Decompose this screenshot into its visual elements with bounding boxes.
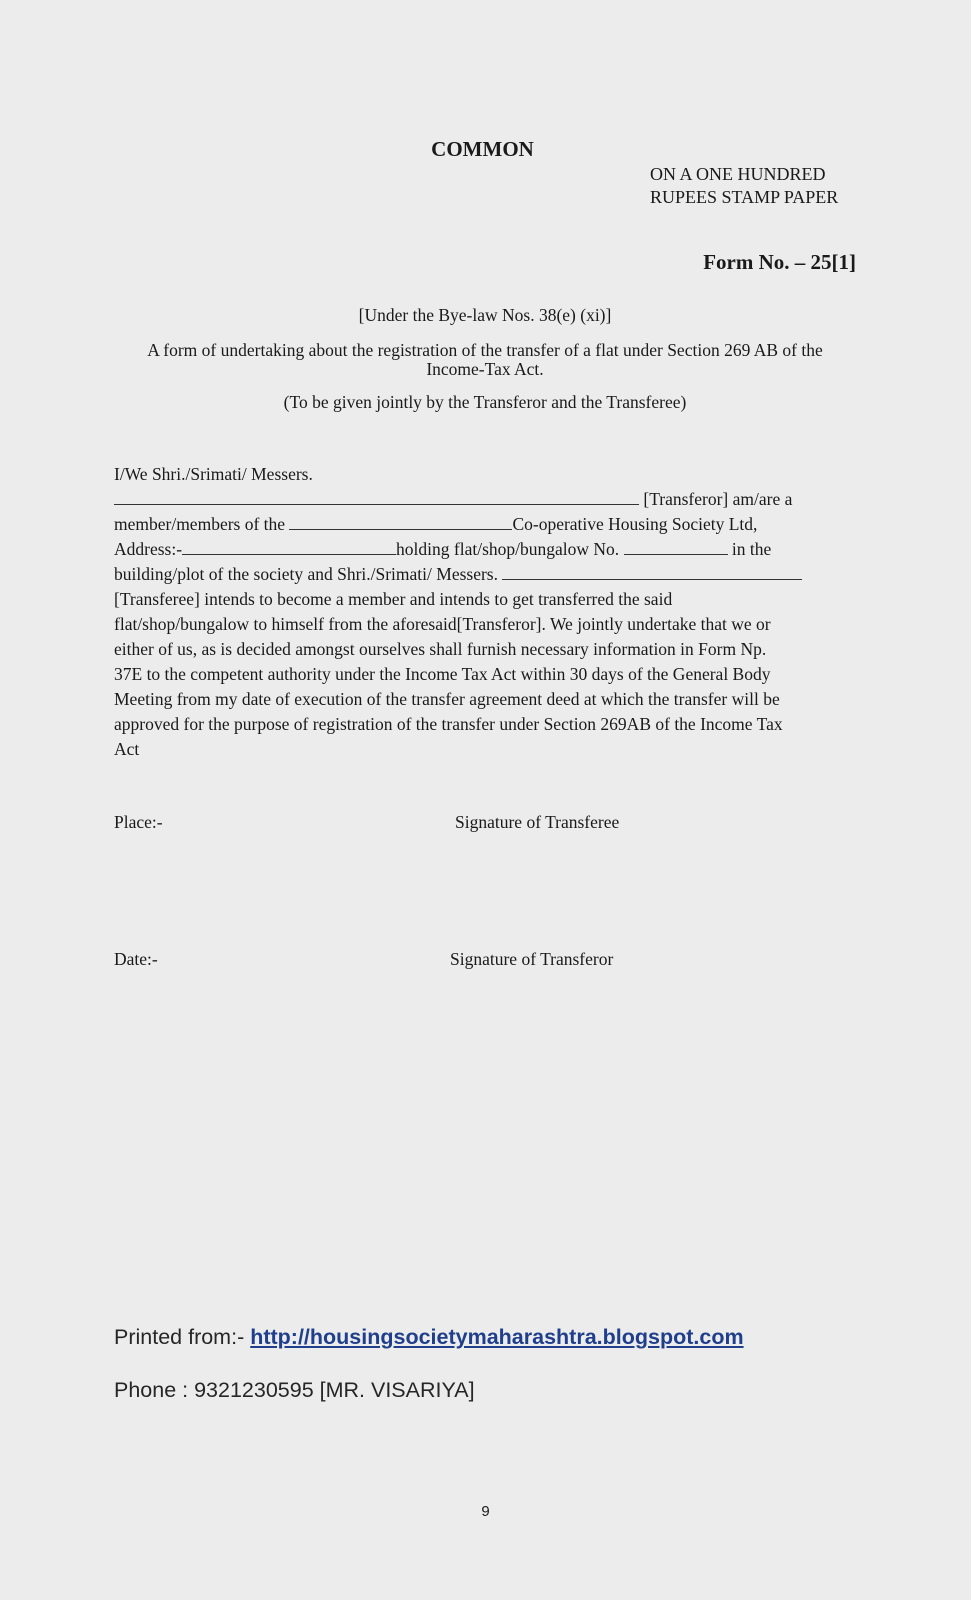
body-line-3-text-b: Co-operative Housing Society Ltd, [512,514,758,534]
body-line-1: I/We Shri./Srimati/ Messers. [114,464,313,484]
flat-number-blank[interactable] [624,538,728,555]
body-line-2 [114,487,854,512]
society-name-blank[interactable] [289,513,512,530]
address-blank[interactable] [182,538,396,555]
body-line-4-text-c: in the [731,539,772,559]
body-line-8: either of us, as is decided amongst ourselves shall furnish necessary information in Form Np. [114,639,767,659]
body-line-3 [114,512,854,537]
jointly-note: (To be given jointly by the Transferor and the Transferee) [283,392,687,412]
form-number: Form No. – 25[1] [703,250,856,274]
page-number: 9 [481,1503,490,1520]
bye-law-reference: [Under the Bye-law Nos. 38(e) (xi)] [358,305,612,325]
body-line-6: [Transferee] intends to become a member and intends to get transferred the said [114,589,673,609]
stamp-line-1: ON A ONE HUNDRED [650,164,826,184]
form-description [120,341,850,379]
body-line-12: Act [114,739,140,759]
body-line-5-text: building/plot of the society and Shri./Srimati/ Messers. [114,564,498,584]
place-label: Place:- [114,812,163,832]
body-line-11: approved for the purpose of registration of the transfer under Section 269AB of the Income Tax [114,714,783,734]
transferee-signature-label: Signature of Transferee [455,812,620,832]
stamp-line-2: RUPEES STAMP PAPER [650,187,839,207]
body-line-10: Meeting from my date of execution of the transfer agreement deed at which the transfer will be [114,689,780,709]
transferor-name-blank[interactable] [114,488,639,505]
body-line-9: 37E to the competent authority under the Income Tax Act within 30 days of the General Body [114,664,771,684]
transferee-name-blank[interactable] [502,563,802,580]
transferor-signature-label: Signature of Transferor [450,949,614,969]
body-line-4-text-a: Address:- [114,539,183,559]
body-line-7: flat/shop/bungalow to himself from the aforesaid[Transferor]. We jointly undertake that we or [114,614,771,634]
body-line-3-text-a: member/members of the [114,514,286,534]
stamp-paper-note [650,163,838,209]
description-line-1: A form of undertaking about the registration of the transfer of a flat under Section 269 AB of the [147,340,823,360]
printed-from-label: Printed from:- [114,1325,245,1349]
undertaking-body [114,462,854,762]
body-line-5 [114,562,854,587]
body-line-4-text-b: holding flat/shop/bungalow No. [396,539,620,559]
printed-from [114,1325,744,1350]
body-line-2-text: [Transferor] am/are a [643,489,793,509]
printed-from-link[interactable]: http://housingsocietymaharashtra.blogspot.com [250,1325,744,1349]
document-title: COMMON [431,137,534,161]
phone-contact: Phone : 9321230595 [MR. VISARIYA] [114,1378,475,1402]
description-line-2: Income-Tax Act. [426,359,544,379]
body-line-4 [114,537,854,562]
date-label: Date:- [114,949,158,969]
